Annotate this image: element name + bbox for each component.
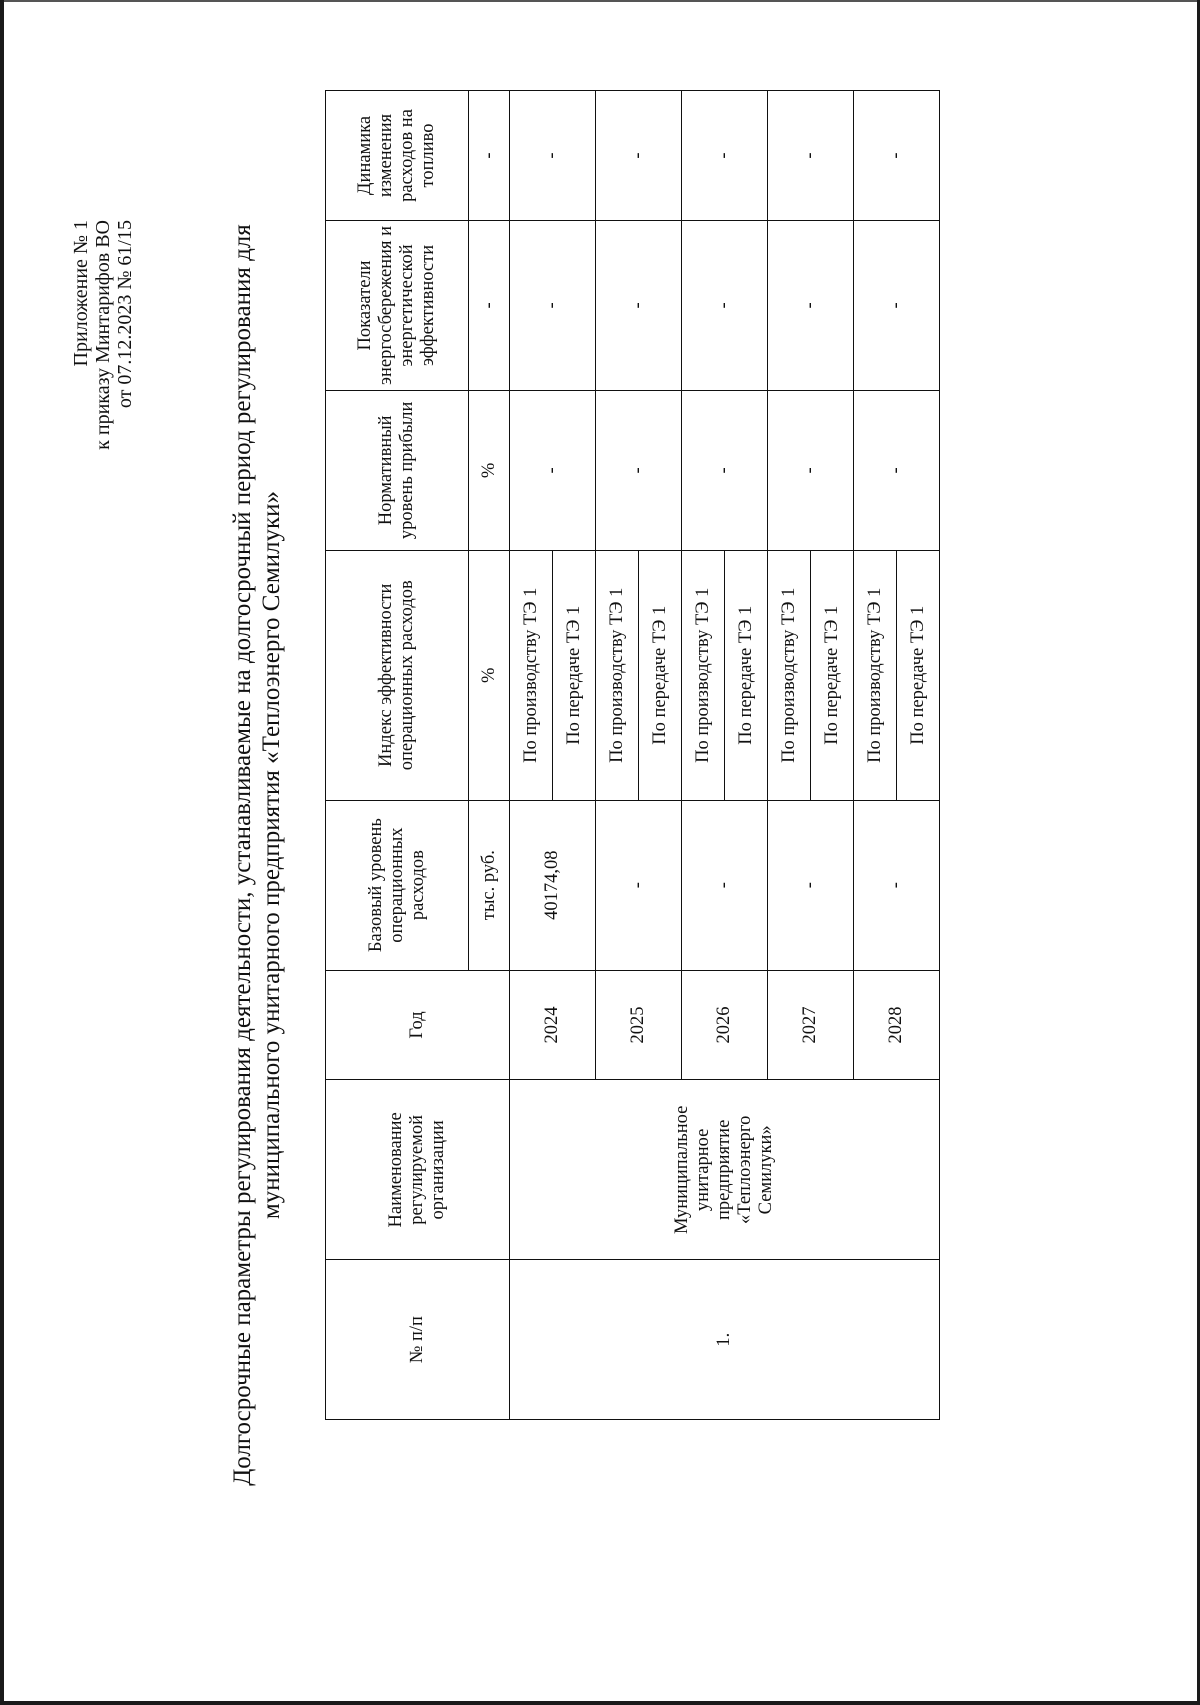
title-line-1: Долгосрочные параметры регулирования деятельности, устанавливаемые на долгосрочный период регулирования для: [229, 224, 256, 1486]
energy-cell: -: [510, 220, 596, 390]
org-number: 1.: [510, 1260, 940, 1420]
annex-line-3: от 07.12.2023 № 61/15: [114, 220, 136, 409]
index-production-cell: По производству ТЭ 1: [854, 550, 897, 800]
header-num: № п/п: [326, 1260, 510, 1420]
profit-cell: -: [510, 390, 596, 550]
unit-base: тыс. руб.: [469, 800, 510, 970]
unit-fuel: -: [469, 91, 510, 221]
org-name: Муниципальное унитарное предприятие «Теплоэнерго Семилуки»: [510, 1080, 940, 1260]
base-cell: -: [854, 800, 940, 970]
base-cell: -: [682, 800, 768, 970]
year-cell: 2026: [682, 970, 768, 1080]
annex-header: [70, 220, 136, 450]
title-line-2: муниципального унитарного предприятия «Теплоэнерго Семилуки»: [258, 490, 285, 1220]
energy-cell: -: [682, 220, 768, 390]
index-transfer-cell: По передаче ТЭ 1: [725, 550, 768, 800]
profit-cell: -: [768, 390, 854, 550]
unit-profit: %: [469, 390, 510, 550]
header-profit: Нормативный уровень прибыли: [326, 390, 469, 550]
profit-cell: -: [682, 390, 768, 550]
index-production-cell: По производству ТЭ 1: [596, 550, 639, 800]
index-transfer-cell: По передаче ТЭ 1: [553, 550, 596, 800]
table-header-row: [326, 91, 469, 1420]
base-cell: 40174,08: [510, 800, 596, 970]
fuel-cell: -: [768, 91, 854, 221]
profit-cell: -: [596, 390, 682, 550]
header-year: Год: [326, 970, 510, 1080]
base-cell: -: [596, 800, 682, 970]
energy-cell: -: [854, 220, 940, 390]
document-title: [228, 205, 286, 1505]
year-cell: 2025: [596, 970, 682, 1080]
index-production-cell: По производству ТЭ 1: [768, 550, 811, 800]
fuel-cell: -: [510, 91, 596, 221]
index-transfer-cell: По передаче ТЭ 1: [639, 550, 682, 800]
header-fuel: Динамика изменения расходов на топливо: [326, 91, 469, 221]
unit-index: %: [469, 550, 510, 800]
header-energy: Показатели энергосбережения и энергетической эффективности: [326, 220, 469, 390]
energy-cell: -: [768, 220, 854, 390]
fuel-cell: -: [854, 91, 940, 221]
fuel-cell: -: [596, 91, 682, 221]
index-production-cell: По производству ТЭ 1: [682, 550, 725, 800]
table-row: [510, 91, 553, 1420]
index-transfer-cell: По передаче ТЭ 1: [897, 550, 940, 800]
header-index: Индекс эффективности операционных расходов: [326, 550, 469, 800]
profit-cell: -: [854, 390, 940, 550]
base-cell: -: [768, 800, 854, 970]
year-cell: 2024: [510, 970, 596, 1080]
energy-cell: -: [596, 220, 682, 390]
year-cell: 2027: [768, 970, 854, 1080]
header-org: Наименование регулируемой организации: [326, 1080, 510, 1260]
annex-line-1: Приложение № 1: [70, 220, 92, 367]
parameters-table: [325, 90, 940, 1420]
index-production-cell: По производству ТЭ 1: [510, 550, 553, 800]
fuel-cell: -: [682, 91, 768, 221]
annex-line-2: к приказу Минтарифов ВО: [92, 220, 114, 450]
unit-energy: -: [469, 220, 510, 390]
header-base: Базовый уровень операционных расходов: [326, 800, 469, 970]
index-transfer-cell: По передаче ТЭ 1: [811, 550, 854, 800]
year-cell: 2028: [854, 970, 940, 1080]
